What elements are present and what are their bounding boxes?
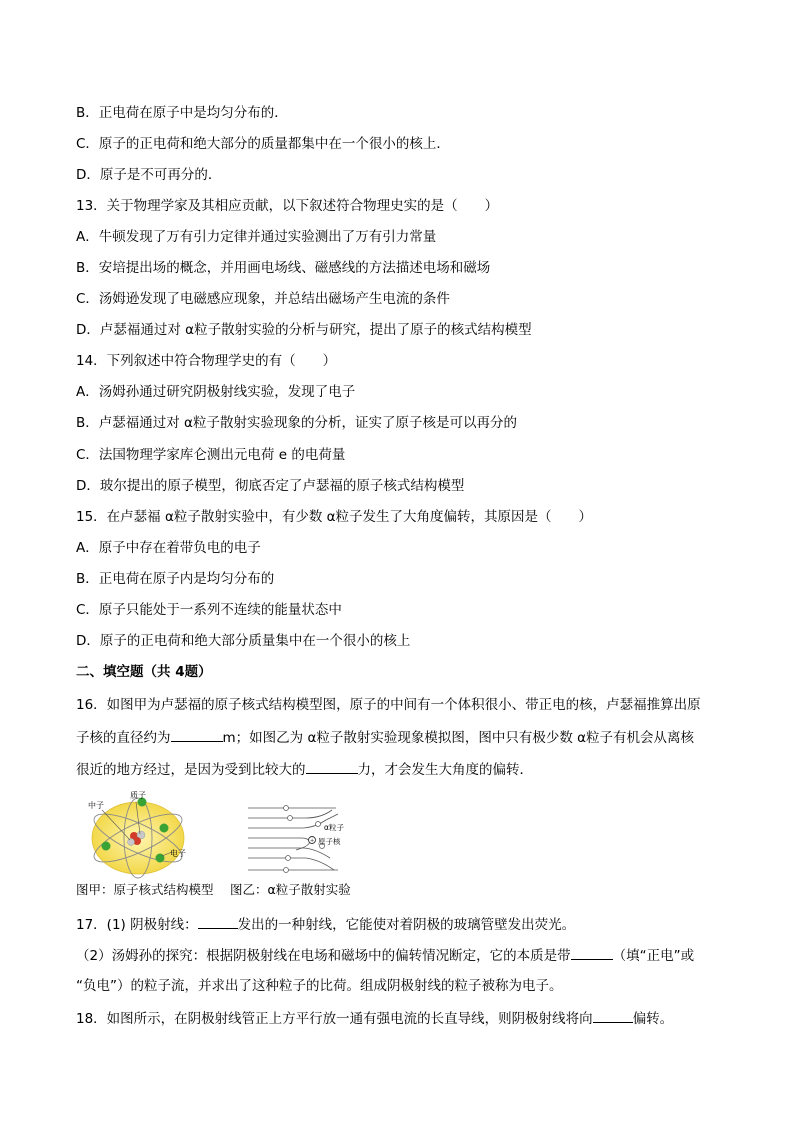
q17-blank-1[interactable] [198,915,238,929]
figure-a-caption: 图甲：原子核式结构模型 [76,882,214,897]
q17-line3: “负电”）的粒子流，并求出了这种粒子的比荷。组成阴极射线的粒子被称为电子。 [76,978,563,994]
electron [156,854,165,863]
q17-line1: 17．(1) 阴极射线： 发出的一种射线，它能使对着阴极的玻璃管壁发出荧光。 [76,917,576,933]
atom-model-figure [80,790,192,880]
q14-option-c: C．法国物理学家库仑测出元电荷 e 的电荷量 [76,447,346,463]
q15-option-a: A．原子中存在着带负电的电子 [76,540,261,556]
label-nucleus: 原子核 [318,837,341,846]
q13-stem: 13．关于物理学家及其相应贡献，以下叙述符合物理史实的是（ ） [76,198,499,214]
electron [160,824,169,833]
q15-option-b: B．正电荷在原子内是均匀分布的 [76,571,275,587]
q13-option-c: C．汤姆逊发现了电磁感应现象，并总结出磁场产生电流的条件 [76,291,450,307]
electron [102,842,111,851]
svg-text:+: + [310,838,315,844]
figure-b-caption: 图乙：α粒子散射实验 [230,882,351,897]
q15-stem: 15．在卢瑟福 α粒子散射实验中，有少数 α粒子发生了大角度偏转，其原因是（ ） [76,509,593,525]
q13-option-d: D．卢瑟福通过对 α粒子散射实验的分析与研究，提出了原子的核式结构模型 [76,322,532,338]
q16-line1: 16．如图甲为卢瑟福的原子核式结构模型图，原子的中间有一个体积很小、带正电的核，卢瑟福推算出原 [76,697,701,713]
q16-line2: 子核的直径约为 m；如图乙为 α粒子散射实验现象模拟图，图中只有极少数 α粒子有机会从离核 [76,730,695,746]
label-neutron: 中子 [88,801,104,810]
q16-blank-1[interactable] [171,728,223,742]
q14-option-d: D．玻尔提出的原子模型，彻底否定了卢瑟福的原子核式结构模型 [76,478,465,494]
neutron [128,839,135,846]
alpha-scattering-figure [246,800,356,880]
q16-blank-2[interactable] [306,760,358,774]
q17-blank-2[interactable] [571,946,613,960]
q18-line: 18．如图所示，在阴极射线管正上方平行放一通有强电流的长直导线，则阴极射线将向 偏转。 [76,1011,674,1027]
label-proton: 质子 [130,791,146,800]
q14-option-a: A．汤姆孙通过研究阴极射线实验，发现了电子 [76,384,356,400]
q14-stem: 14．下列叙述中符合物理学史的有（ ） [76,353,337,369]
q16-line3: 很近的地方经过，是因为受到比较大的 力，才会发生大角度的偏转． [76,762,533,778]
q12-option-d: D．原子是不可再分的． [76,167,222,183]
q14-option-b: B．卢瑟福通过对 α粒子散射实验现象的分析，证实了原子核是可以再分的 [76,415,517,431]
q13-option-b: B．安培提出场的概念，并用画电场线、磁感线的方法描述电场和磁场 [76,260,491,276]
q13-option-a: A．牛顿发现了万有引力定律并通过实验测出了万有引力常量 [76,229,437,245]
q12-option-c: C．原子的正电荷和绝大部分的质量都集中在一个很小的核上． [76,136,450,152]
label-alpha: α粒子 [324,823,344,832]
q15-option-c: C．原子只能处于一系列不连续的能量状态中 [76,602,342,618]
section-title-fill-in: 二、填空题（共 4题） [76,664,212,680]
q18-blank[interactable] [593,1009,633,1023]
q12-option-b: B．正电荷在原子中是均匀分布的． [76,105,288,121]
q17-line2: （2）汤姆孙的探究：根据阴极射线在电场和磁场中的偏转情况断定，它的本质是带 （填“正电”或 [76,948,695,964]
q15-option-d: D．原子的正电荷和绝大部分质量集中在一个很小的核上 [76,633,411,649]
label-electron: 电子 [170,849,186,858]
